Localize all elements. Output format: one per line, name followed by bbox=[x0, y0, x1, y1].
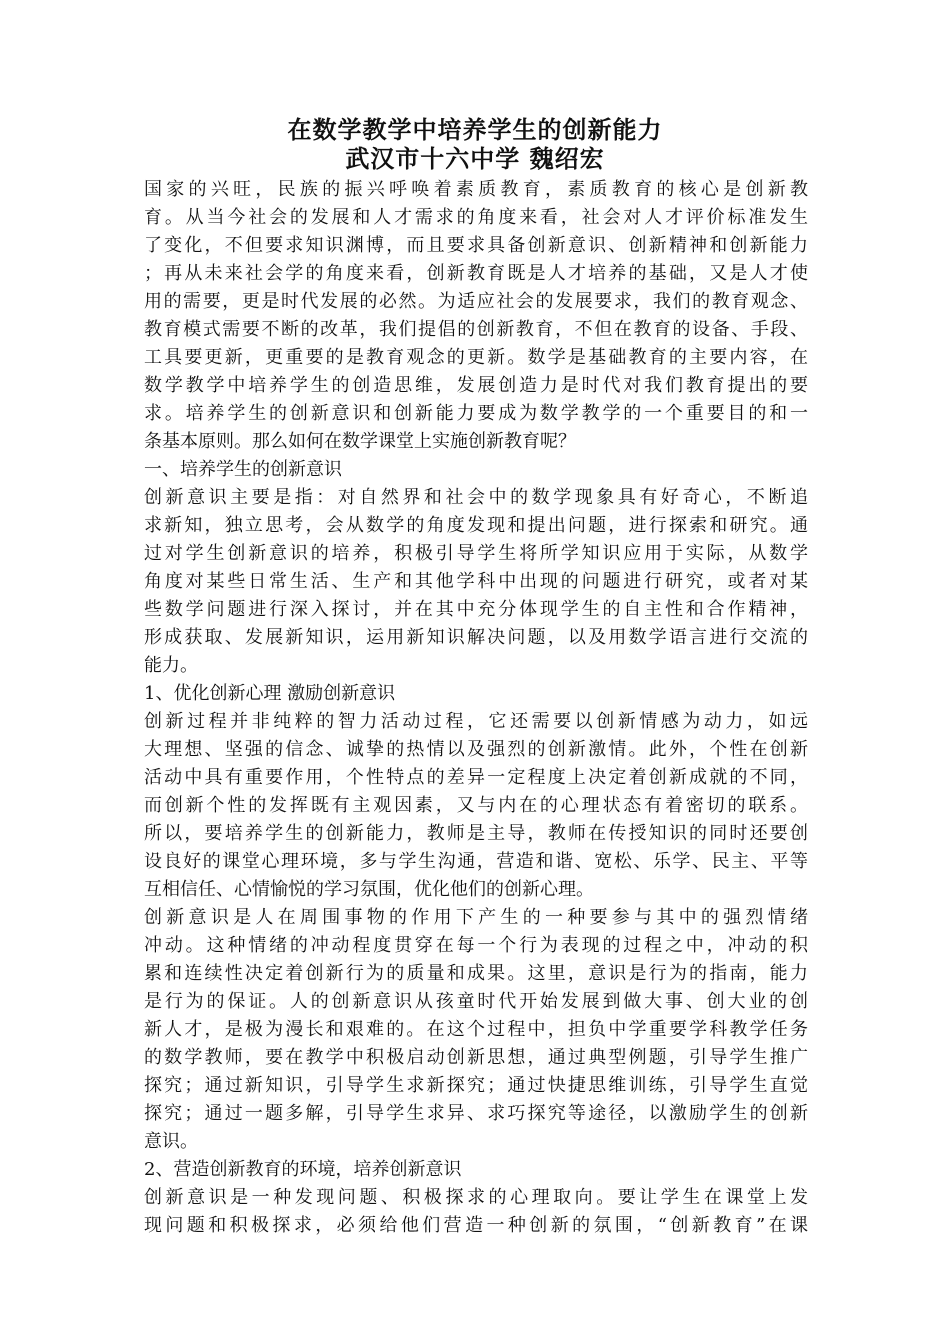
text-line: 些数学问题进行深入探讨，并在其中充分体现学生的自主性和合作精神， bbox=[144, 599, 808, 620]
text-line: 过对学生创新意识的培养，积极引导学生将所学知识应用于实际，从数学 bbox=[144, 543, 808, 564]
text-line: 冲动。这种情绪的冲动程度贯穿在每一个行为表现的过程之中，冲动的积 bbox=[144, 935, 808, 956]
text-line: 求。培养学生的创新意识和创新能力要成为数学教学的一个重要目的和一 bbox=[144, 403, 808, 424]
text-line: 创新意识是人在周围事物的作用下产生的一种要参与其中的强烈情绪 bbox=[144, 907, 808, 928]
text-line: 形成获取、发展新知识，运用新知识解决问题，以及用数学语言进行交流的 bbox=[144, 627, 808, 648]
text-line: 所以，要培养学生的创新能力，教师是主导，教师在传授知识的同时还要创 bbox=[144, 823, 808, 844]
text-line: 创新意识主要是指：对自然界和社会中的数学现象具有好奇心，不断追 bbox=[144, 487, 808, 508]
text-line: 探究；通过一题多解，引导学生求异、求巧探究等途径，以激励学生的创新 bbox=[144, 1103, 808, 1124]
author-line: 武汉市十六中学 魏绍宏 bbox=[345, 144, 605, 173]
text-line: 能力。 bbox=[144, 655, 198, 676]
section-heading: 一、培养学生的创新意识 bbox=[144, 459, 342, 480]
text-line: 国家的兴旺，民族的振兴呼唤着素质教育，素质教育的核心是创新教 bbox=[144, 179, 808, 200]
text-line: 的数学教师，要在教学中积极启动创新思想，通过典型例题，引导学生推广 bbox=[144, 1047, 808, 1068]
text-line: 活动中具有重要作用，个性特点的差异一定程度上决定着创新成就的不同， bbox=[144, 767, 808, 788]
text-line: 互相信任、心情愉悦的学习氛围，优化他们的创新心理。 bbox=[144, 879, 594, 900]
subsection-heading: 1、优化创新心理 激励创新意识 bbox=[144, 683, 396, 704]
text-line: 设良好的课堂心理环境，多与学生沟通，营造和谐、宽松、乐学、民主、平等 bbox=[144, 851, 808, 872]
text-line: 探究；通过新知识，引导学生求新探究；通过快捷思维训练，引导学生直觉 bbox=[144, 1075, 808, 1096]
text-line: 了变化，不但要求知识渊博，而且要求具备创新意识、创新精神和创新能力 bbox=[144, 235, 808, 256]
text-line: 创新过程并非纯粹的智力活动过程，它还需要以创新情感为动力，如远 bbox=[144, 711, 808, 732]
text-line: 求新知，独立思考，会从数学的角度发现和提出问题，进行探索和研究。通 bbox=[144, 515, 808, 536]
text-line: 教育模式需要不断的改革，我们提倡的创新教育，不但在教育的设备、手段、 bbox=[144, 319, 808, 340]
text-line: ；再从未来社会学的角度来看，创新教育既是人才培养的基础，又是人才使 bbox=[144, 263, 808, 284]
text-line: 而创新个性的发挥既有主观因素，又与内在的心理状态有着密切的联系。 bbox=[144, 795, 808, 816]
subsection-heading: 2、营造创新教育的环境，培养创新意识 bbox=[144, 1159, 462, 1180]
text-line: 新人才，是极为漫长和艰难的。在这个过程中，担负中学重要学科教学任务 bbox=[144, 1019, 808, 1040]
text-line: 数学教学中培养学生的创造思维，发展创造力是时代对我们教育提出的要 bbox=[144, 375, 808, 396]
text-line: 累和连续性决定着创新行为的质量和成果。这里，意识是行为的指南，能力 bbox=[144, 963, 808, 984]
text-line: 育。从当今社会的发展和人才需求的角度来看，社会对人才评价标准发生 bbox=[144, 207, 808, 228]
text-line: 用的需要，更是时代发展的必然。为适应社会的发展要求，我们的教育观念、 bbox=[144, 291, 808, 312]
text-line: 是行为的保证。人的创新意识从孩童时代开始发展到做大事、创大业的创 bbox=[144, 991, 808, 1012]
text-line: 创新意识是一种发现问题、积极探求的心理取向。要让学生在课堂上发 bbox=[144, 1187, 808, 1208]
text-line: 现问题和积极探求，必须给他们营造一种创新的氛围，“创新教育”在课 bbox=[144, 1215, 808, 1236]
text-line: 工具要更新，更重要的是教育观念的更新。数学是基础教育的主要内容，在 bbox=[144, 347, 808, 368]
text-line: 角度对某些日常生活、生产和其他学科中出现的问题进行研究，或者对某 bbox=[144, 571, 808, 592]
text-line: 大理想、坚强的信念、诚挚的热情以及强烈的创新激情。此外，个性在创新 bbox=[144, 739, 808, 760]
document-title: 在数学教学中培养学生的创新能力 bbox=[287, 115, 663, 144]
text-line: 条基本原则。那么如何在数学课堂上实施创新教育呢？ bbox=[144, 431, 576, 452]
text-line: 意识。 bbox=[144, 1131, 198, 1152]
